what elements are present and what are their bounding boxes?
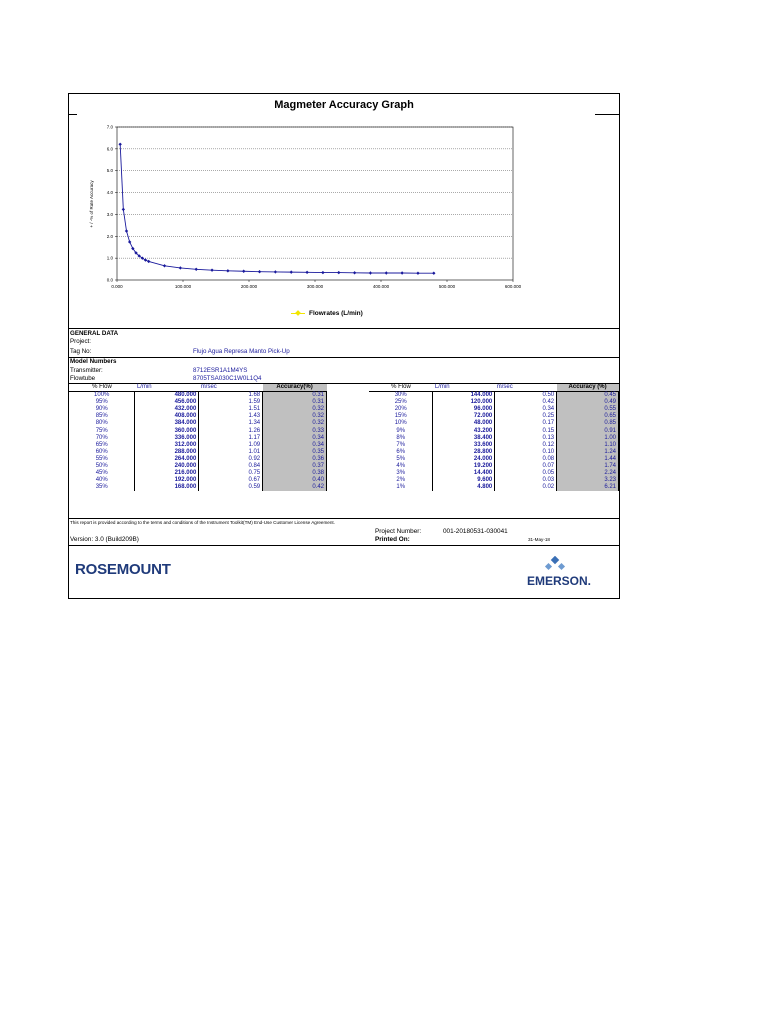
data-point xyxy=(305,271,308,274)
data-point xyxy=(128,240,131,243)
table-row xyxy=(69,484,327,491)
cell-flow-percent: 90% xyxy=(95,406,108,413)
cell-accuracy: 0.32 xyxy=(263,406,327,413)
data-point xyxy=(290,270,293,273)
chart-title: Magmeter Accuracy Graph xyxy=(274,99,414,111)
table-row xyxy=(69,470,327,477)
cell-accuracy: 6.21 xyxy=(557,484,619,491)
col-header-msec: m/sec xyxy=(199,384,263,392)
footer-divider xyxy=(69,518,619,519)
cell-flow-percent: 50% xyxy=(95,462,108,469)
table-row xyxy=(369,392,619,400)
license-note: This report is provided according to the terms and conditions of the Instrument Toolkit(TM) End-Use Customer License Agreement. xyxy=(70,520,335,525)
x-tick-label: 500.000 xyxy=(438,284,456,289)
y-tick-label: 6.0 xyxy=(106,146,113,152)
cell-accuracy: 0.32 xyxy=(263,420,327,427)
cell-flow-percent: 20% xyxy=(394,406,407,413)
col-header-accuracy: Accuracy(%) xyxy=(263,384,327,392)
cell-flow-percent: 75% xyxy=(95,427,108,434)
project-label: Project: xyxy=(70,338,91,345)
x-tick-label: 200.000 xyxy=(240,284,258,289)
chart-tick-labels xyxy=(107,125,522,290)
col-header-msec: m/sec xyxy=(495,384,557,392)
table-row xyxy=(69,442,327,449)
data-point xyxy=(400,271,403,274)
data-point xyxy=(242,270,245,273)
chart-legend xyxy=(291,310,363,317)
x-tick-label: 300.000 xyxy=(306,284,324,289)
col-header-lpm: L/min xyxy=(433,384,495,392)
table-row xyxy=(369,427,619,434)
data-point xyxy=(258,270,261,273)
cell-accuracy: 0.40 xyxy=(263,477,327,484)
cell-msec: 0.12 xyxy=(495,442,557,449)
cell-accuracy: 0.31 xyxy=(263,392,327,400)
cell-lpm: 14.400 xyxy=(433,470,495,477)
cell-accuracy: 0.34 xyxy=(263,435,327,442)
table-row xyxy=(369,420,619,427)
cell-flow-percent: 8% xyxy=(396,434,406,441)
cell-lpm: 384.000 xyxy=(135,420,199,427)
data-point xyxy=(353,271,356,274)
data-point xyxy=(432,272,435,275)
table-row xyxy=(369,449,619,456)
table-header-row xyxy=(69,384,327,392)
table-row xyxy=(69,427,327,434)
cell-accuracy: 0.55 xyxy=(557,406,619,413)
cell-flow-percent: 35% xyxy=(95,484,108,491)
y-tick-label: 0.0 xyxy=(106,277,113,283)
cell-lpm: 336.000 xyxy=(135,435,199,442)
cell-lpm: 120.000 xyxy=(433,399,495,406)
cell-flow-percent: 30% xyxy=(394,392,407,399)
cell-flow-percent: 7% xyxy=(396,441,406,448)
data-point xyxy=(122,208,125,211)
table-row xyxy=(69,449,327,456)
cell-flow-percent: 5% xyxy=(396,455,406,462)
cell-flow-percent: 55% xyxy=(95,455,108,462)
data-point xyxy=(226,269,229,272)
y-tick-label: 3.0 xyxy=(106,211,113,217)
accuracy-chart xyxy=(69,94,619,328)
cell-msec: 0.03 xyxy=(495,477,557,484)
y-tick-label: 1.0 xyxy=(106,255,113,261)
table-row xyxy=(369,456,619,463)
table-header-row xyxy=(369,384,619,392)
data-point xyxy=(179,266,182,269)
cell-accuracy: 0.91 xyxy=(557,427,619,434)
data-point xyxy=(147,260,150,263)
cell-flow-percent: 100% xyxy=(94,392,110,399)
cell-accuracy: 1.10 xyxy=(557,442,619,449)
x-tick-label: 100.000 xyxy=(174,284,192,289)
cell-msec: 0.15 xyxy=(495,427,557,434)
cell-flow-percent: 60% xyxy=(95,448,108,455)
cell-accuracy: 1.00 xyxy=(557,435,619,442)
cell-msec: 0.25 xyxy=(495,413,557,420)
cell-flow-percent: 15% xyxy=(394,413,407,420)
model-numbers-header: Model Numbers xyxy=(70,358,117,365)
cell-msec: 0.10 xyxy=(495,449,557,456)
tag-label: Tag No: xyxy=(70,348,92,355)
cell-msec: 0.02 xyxy=(495,484,557,491)
data-point xyxy=(416,272,419,275)
cell-msec: 0.84 xyxy=(199,463,263,470)
cell-msec: 1.43 xyxy=(199,413,263,420)
cell-msec: 1.01 xyxy=(199,449,263,456)
cell-lpm: 432.000 xyxy=(135,406,199,413)
cell-flow-percent: 6% xyxy=(396,448,406,455)
cell-lpm: 192.000 xyxy=(135,477,199,484)
table-row xyxy=(369,435,619,442)
cell-flow-percent: 95% xyxy=(95,399,108,406)
cell-flow-percent: 65% xyxy=(95,441,108,448)
table-row xyxy=(69,420,327,427)
report-sheet xyxy=(68,93,620,599)
cell-lpm: 480.000 xyxy=(135,392,199,400)
cell-lpm: 360.000 xyxy=(135,427,199,434)
x-tick-label: 0.000 xyxy=(111,284,123,289)
cell-lpm: 408.000 xyxy=(135,413,199,420)
table-row xyxy=(69,413,327,420)
table-row xyxy=(69,435,327,442)
cell-accuracy: 0.38 xyxy=(263,470,327,477)
cell-accuracy: 1.44 xyxy=(557,456,619,463)
cell-accuracy: 0.35 xyxy=(263,449,327,456)
cell-flow-percent: 85% xyxy=(95,413,108,420)
data-point xyxy=(385,271,388,274)
cell-lpm: 312.000 xyxy=(135,442,199,449)
cell-msec: 0.42 xyxy=(495,399,557,406)
cell-msec: 1.68 xyxy=(199,392,263,400)
version-text: Version: 3.0 (Build209B) xyxy=(70,536,139,543)
cell-msec: 0.07 xyxy=(495,463,557,470)
cell-lpm: 288.000 xyxy=(135,449,199,456)
data-point xyxy=(118,143,121,146)
col-header-accuracy: Accuracy (%) xyxy=(557,384,619,392)
cell-flow-percent: 1% xyxy=(396,484,406,491)
cell-msec: 0.08 xyxy=(495,456,557,463)
table-row xyxy=(69,477,327,484)
cell-flow-percent: 2% xyxy=(396,477,406,484)
cell-lpm: 72.000 xyxy=(433,413,495,420)
cell-accuracy: 0.33 xyxy=(263,427,327,434)
general-data-header: GENERAL DATA xyxy=(70,330,119,337)
cell-lpm: 48.000 xyxy=(433,420,495,427)
cell-accuracy: 0.36 xyxy=(263,456,327,463)
emerson-mark-icon xyxy=(544,556,566,574)
tag-value: Flujo Agua Represa Manto Pick-Up xyxy=(193,348,290,355)
chart-series xyxy=(118,143,435,275)
cell-lpm: 168.000 xyxy=(135,484,199,491)
cell-lpm: 43.200 xyxy=(433,427,495,434)
cell-accuracy: 0.49 xyxy=(557,399,619,406)
data-point xyxy=(337,271,340,274)
y-tick-label: 5.0 xyxy=(106,168,113,174)
cell-accuracy: 0.65 xyxy=(557,413,619,420)
cell-msec: 1.09 xyxy=(199,442,263,449)
general-divider xyxy=(69,328,619,329)
data-point xyxy=(163,264,166,267)
cell-msec: 1.59 xyxy=(199,399,263,406)
flow-table-right xyxy=(369,384,619,491)
cell-accuracy: 0.42 xyxy=(263,484,327,491)
cell-lpm: 19.200 xyxy=(433,463,495,470)
cell-msec: 0.13 xyxy=(495,435,557,442)
cell-lpm: 4.800 xyxy=(433,484,495,491)
cell-msec: 0.59 xyxy=(199,484,263,491)
cell-accuracy: 0.34 xyxy=(263,442,327,449)
cell-flow-percent: 4% xyxy=(396,462,406,469)
cell-msec: 0.17 xyxy=(495,420,557,427)
cell-accuracy: 2.24 xyxy=(557,470,619,477)
project-number-value: 001-20180531-030041 xyxy=(443,528,508,535)
cell-msec: 1.17 xyxy=(199,435,263,442)
col-header-flow: % Flow xyxy=(69,384,135,392)
project-number-label: Project Number: xyxy=(375,528,422,535)
table-row xyxy=(369,399,619,406)
cell-lpm: 24.000 xyxy=(433,456,495,463)
table-row xyxy=(69,406,327,413)
transmitter-label: Transmitter: xyxy=(70,367,103,374)
table-row xyxy=(369,477,619,484)
cell-lpm: 9.600 xyxy=(433,477,495,484)
logo-divider xyxy=(69,545,619,546)
table-row xyxy=(369,470,619,477)
cell-accuracy: 0.85 xyxy=(557,420,619,427)
series-line xyxy=(120,144,434,273)
cell-lpm: 240.000 xyxy=(135,463,199,470)
plot-area-border xyxy=(117,127,513,280)
chart-axes xyxy=(115,127,513,282)
cell-msec: 0.50 xyxy=(495,392,557,400)
y-tick-label: 4.0 xyxy=(106,190,113,196)
cell-flow-percent: 25% xyxy=(394,399,407,406)
cell-accuracy: 0.45 xyxy=(557,392,619,400)
cell-flow-percent: 45% xyxy=(95,470,108,477)
x-tick-label: 400.000 xyxy=(372,284,390,289)
table-row xyxy=(369,484,619,491)
model-divider xyxy=(69,357,619,358)
data-point xyxy=(125,229,128,232)
cell-flow-percent: 80% xyxy=(95,420,108,427)
table-row xyxy=(369,442,619,449)
cell-flow-percent: 3% xyxy=(396,470,406,477)
table-row xyxy=(69,399,327,406)
emerson-logo: EMERSON. xyxy=(527,574,592,588)
cell-msec: 0.05 xyxy=(495,470,557,477)
transmitter-value: 8712ESR1A1M4YS xyxy=(193,367,248,374)
data-point xyxy=(369,271,372,274)
cell-lpm: 264.000 xyxy=(135,456,199,463)
cell-accuracy: 1.74 xyxy=(557,463,619,470)
table-row xyxy=(369,463,619,470)
table-row xyxy=(69,456,327,463)
cell-accuracy: 0.37 xyxy=(263,463,327,470)
table-row xyxy=(369,406,619,413)
rosemount-logo: ROSEMOUNT xyxy=(75,561,171,578)
printed-on-value: 31-May-18 xyxy=(528,537,550,542)
cell-accuracy: 1.24 xyxy=(557,449,619,456)
cell-lpm: 456.000 xyxy=(135,399,199,406)
cell-msec: 1.34 xyxy=(199,420,263,427)
chart-gridlines xyxy=(117,127,513,258)
cell-flow-percent: 70% xyxy=(95,434,108,441)
cell-lpm: 216.000 xyxy=(135,470,199,477)
col-header-lpm: L/min xyxy=(135,384,199,392)
cell-lpm: 96.000 xyxy=(433,406,495,413)
table-row xyxy=(69,392,327,400)
legend-label: Flowrates (L/min) xyxy=(309,310,363,317)
table-row xyxy=(69,463,327,470)
cell-lpm: 33.600 xyxy=(433,442,495,449)
cell-flow-percent: 9% xyxy=(396,427,406,434)
cell-lpm: 28.800 xyxy=(433,449,495,456)
y-tick-label: 2.0 xyxy=(106,233,113,239)
data-point xyxy=(321,271,324,274)
cell-accuracy: 0.32 xyxy=(263,413,327,420)
y-tick-label: 7.0 xyxy=(106,124,113,130)
flow-table-left xyxy=(69,384,327,491)
y-axis-label: + / -% of Rate Accuracy xyxy=(89,180,94,228)
cell-msec: 0.67 xyxy=(199,477,263,484)
cell-flow-percent: 10% xyxy=(394,420,407,427)
flowtube-label: Flowtube xyxy=(70,375,96,382)
x-tick-label: 600.000 xyxy=(504,284,522,289)
col-header-flow: % Flow xyxy=(369,384,433,392)
cell-accuracy: 0.31 xyxy=(263,399,327,406)
cell-msec: 1.26 xyxy=(199,427,263,434)
cell-lpm: 144.000 xyxy=(433,392,495,400)
data-point xyxy=(195,268,198,271)
cell-accuracy: 3.23 xyxy=(557,477,619,484)
data-point xyxy=(210,268,213,271)
cell-lpm: 38.400 xyxy=(433,435,495,442)
cell-msec: 0.34 xyxy=(495,406,557,413)
cell-msec: 0.75 xyxy=(199,470,263,477)
data-point xyxy=(274,270,277,273)
cell-msec: 0.92 xyxy=(199,456,263,463)
cell-msec: 1.51 xyxy=(199,406,263,413)
printed-on-label: Printed On: xyxy=(375,536,410,543)
legend-marker-icon xyxy=(291,313,305,314)
table-row xyxy=(369,413,619,420)
cell-flow-percent: 40% xyxy=(95,477,108,484)
flowtube-value: 8705TSA030C1W0L1Q4 xyxy=(193,375,262,382)
